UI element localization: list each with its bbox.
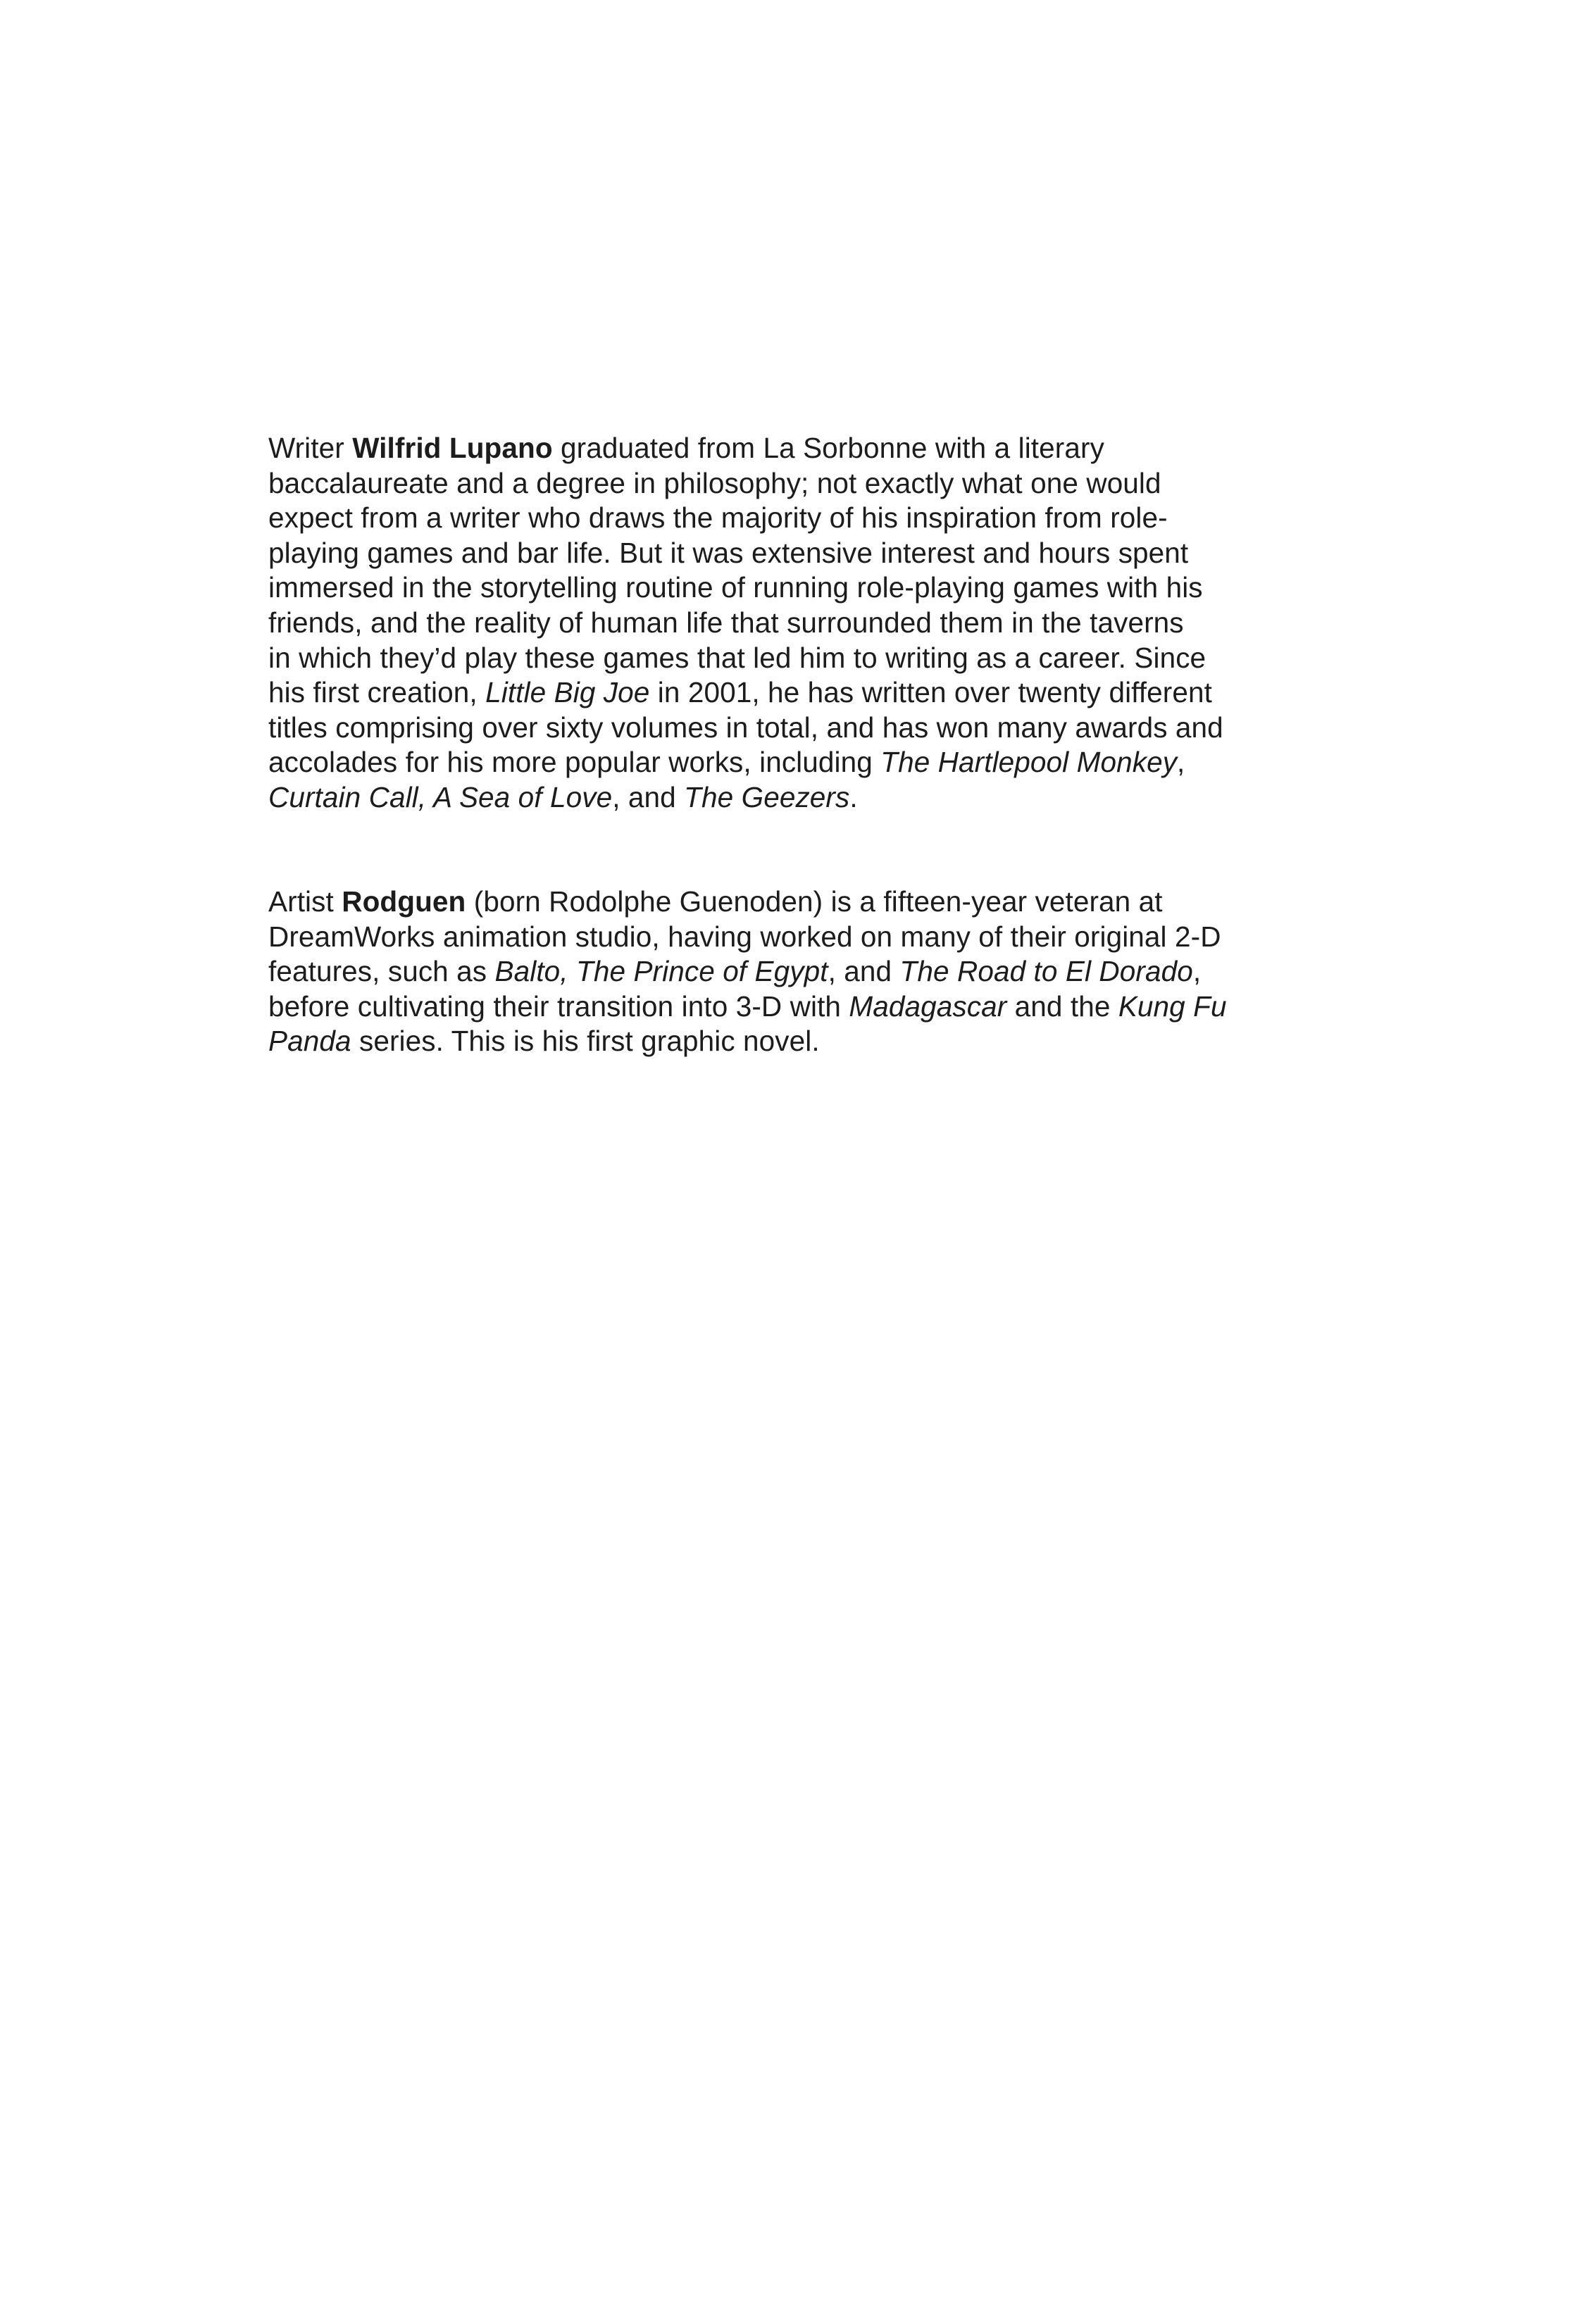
text-run: Writer [268, 432, 353, 464]
film-title: Madagascar [849, 989, 1007, 1023]
text-run: his first creation, [268, 676, 486, 709]
book-title: Little Big Joe [485, 676, 650, 709]
text-line [268, 989, 1268, 1025]
text-run: . [849, 780, 858, 813]
text-line: immersed in the storytelling routine of running role-playing games with his [268, 571, 1203, 604]
text-run: , [1177, 746, 1185, 779]
text-line: friends, and the reality of human life that surrounded them in the taverns [268, 606, 1184, 639]
film-title: Panda [268, 1025, 351, 1058]
text-line [268, 675, 1268, 711]
writer-bio-paragraph [268, 431, 1268, 816]
text-line [268, 885, 1268, 920]
film-title: Kung Fu [1118, 989, 1227, 1023]
book-title: The Hartlepool Monkey [880, 746, 1178, 779]
writer-name: Wilfrid Lupano [352, 432, 553, 464]
text-run: graduated from La Sorbonne with a literary [552, 432, 1104, 464]
text-run: (born Rodolphe Guenoden) is a fifteen-year veteran at [466, 885, 1163, 918]
text-line: playing games and bar life. But it was extensive interest and hours spent [268, 536, 1189, 569]
text-line: expect from a writer who draws the majority of his inspiration from role- [268, 501, 1168, 535]
text-run: accolades for his more popular works, including [268, 746, 881, 779]
text-run: , and [612, 780, 685, 813]
book-title: The Geezers [684, 780, 850, 813]
text-line [268, 1024, 1268, 1059]
text-line: titles comprising over sixty volumes in total, and has won many awards and [268, 711, 1223, 744]
text-line [268, 780, 1268, 816]
text-line [268, 954, 1268, 989]
text-run: , and [828, 955, 900, 988]
book-title: Curtain Call, A Sea of Love [268, 780, 613, 813]
text-line: baccalaureate and a degree in philosophy; not exactly what one would [268, 466, 1161, 499]
text-run: features, such as [268, 955, 495, 988]
text-line: DreamWorks animation studio, having worked on many of their original 2-D [268, 920, 1221, 953]
text-run: Artist [268, 885, 342, 918]
text-run: , [1192, 955, 1202, 988]
text-line [268, 745, 1268, 780]
film-title: The Road to El Dorado [899, 955, 1193, 988]
artist-bio-paragraph [268, 885, 1268, 1059]
artist-name: Rodguen [342, 885, 466, 918]
text-line [268, 431, 1268, 466]
text-run: in 2001, he has written over twenty different [649, 676, 1212, 709]
film-title: Balto, The Prince of Egypt [494, 955, 828, 988]
text-run: before cultivating their transition into 3-D with [268, 989, 849, 1023]
text-run: series. This is his first graphic novel. [351, 1025, 820, 1058]
text-run: and the [1006, 989, 1118, 1023]
text-line: in which they’d play these games that led him to writing as a career. Since [268, 641, 1206, 674]
